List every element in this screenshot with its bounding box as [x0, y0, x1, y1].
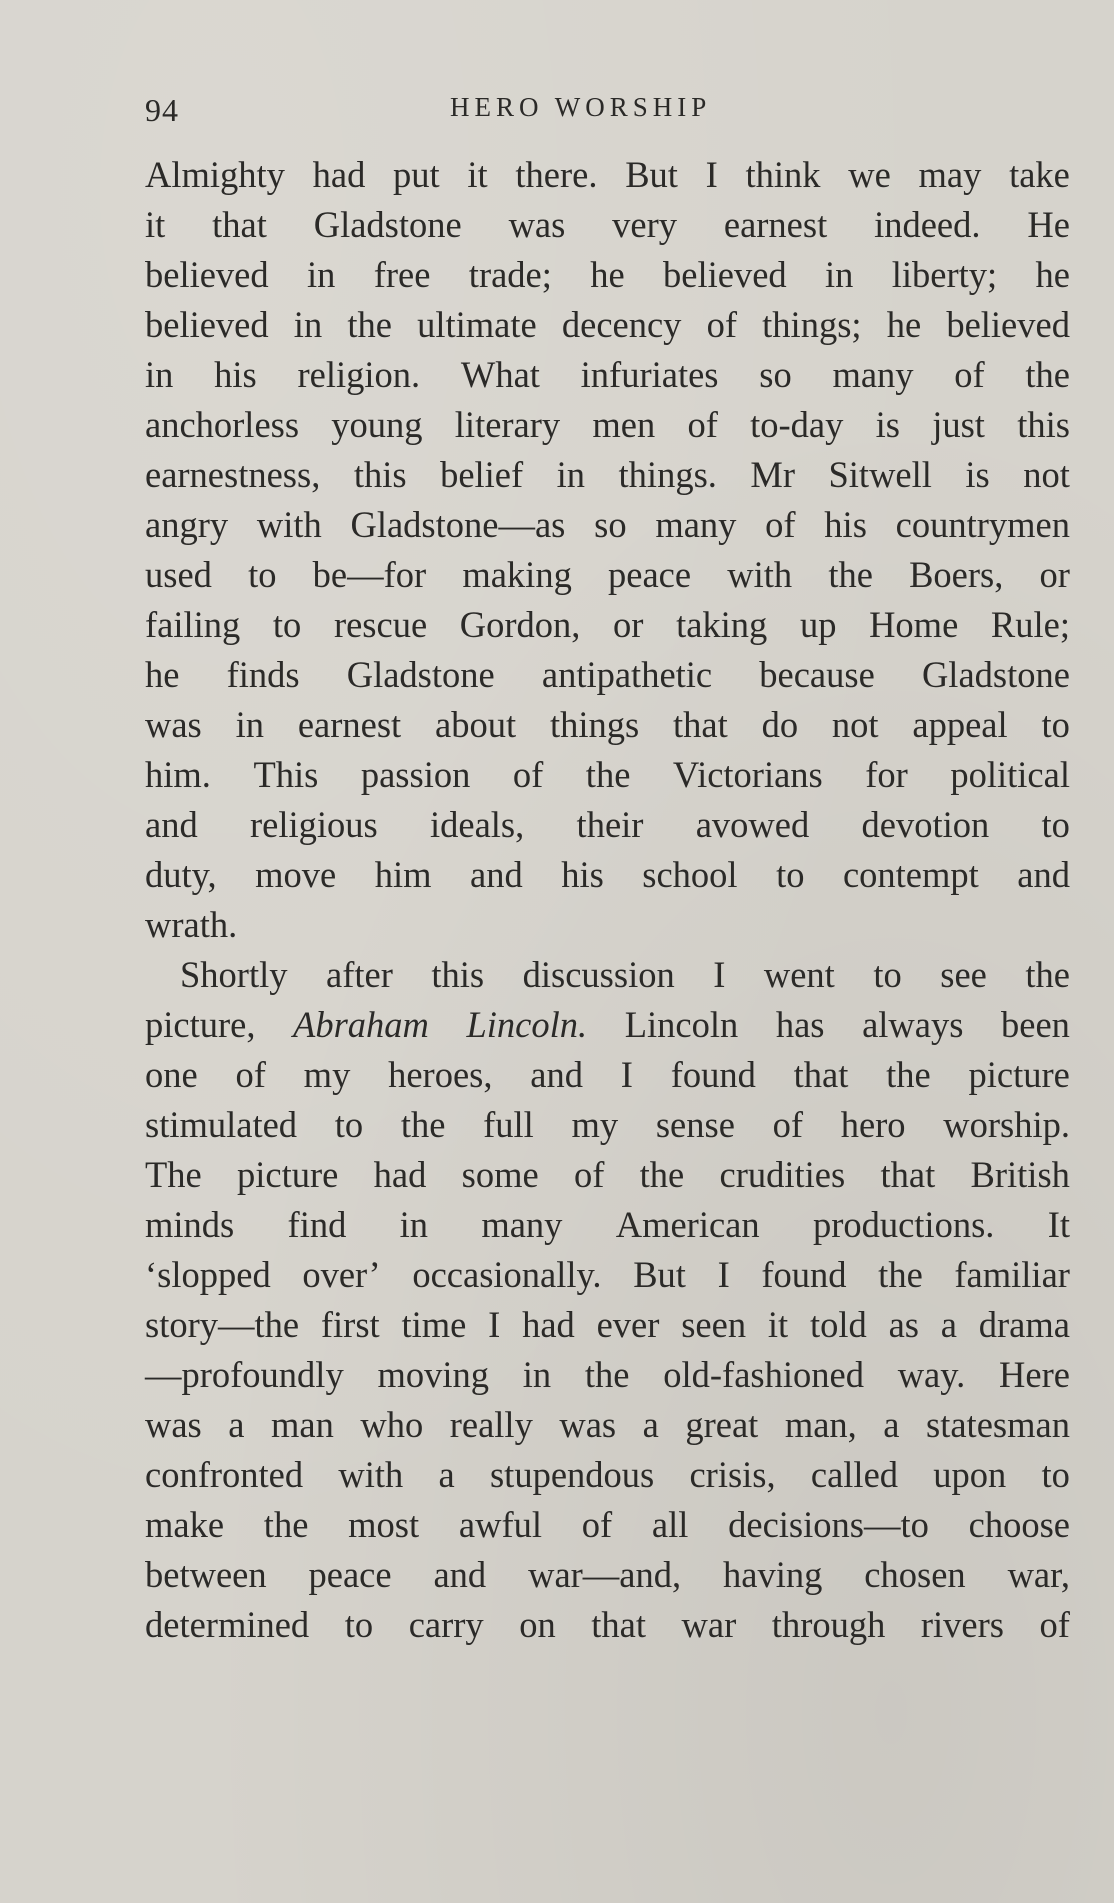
word: duty,	[145, 854, 217, 895]
text-line	[145, 950, 1070, 1000]
page-header	[145, 92, 1070, 132]
text-line	[145, 1150, 1070, 1200]
word: occasionally.	[412, 1254, 602, 1295]
text-line	[145, 1100, 1070, 1150]
word: things;	[762, 304, 862, 345]
word: appeal	[912, 704, 1008, 745]
word: has	[775, 1004, 825, 1045]
word: free	[373, 254, 431, 295]
word: failing	[145, 604, 241, 645]
word: it	[145, 204, 166, 245]
word: believed	[145, 304, 269, 345]
word: so	[759, 354, 792, 395]
word: Shortly	[180, 954, 288, 995]
word: that	[793, 1054, 849, 1095]
word: so	[594, 504, 627, 545]
text-line	[145, 1000, 1070, 1050]
word: he	[1035, 254, 1070, 295]
text-line	[145, 1600, 1070, 1650]
paragraph	[145, 950, 1070, 1650]
word: between	[145, 1554, 267, 1595]
word: Here	[999, 1354, 1070, 1395]
word: I	[705, 154, 718, 195]
word: drama	[978, 1304, 1070, 1345]
word: take	[1009, 154, 1070, 195]
word: earnestness,	[145, 454, 321, 495]
word: anchorless	[145, 404, 300, 445]
word: Gladstone—as	[350, 504, 566, 545]
word: minds	[145, 1204, 235, 1245]
word: it	[467, 154, 488, 195]
word: the	[878, 1254, 923, 1295]
word: man	[271, 1404, 334, 1445]
word: countrymen	[895, 504, 1070, 545]
word: man,	[784, 1404, 857, 1445]
word: is	[965, 454, 990, 495]
word: —profoundly	[145, 1354, 344, 1395]
word: carry	[408, 1604, 484, 1645]
word: with	[338, 1454, 404, 1495]
word: this	[431, 954, 485, 995]
word: This	[253, 754, 319, 795]
word: my	[571, 1104, 619, 1145]
word: not	[831, 704, 879, 745]
word: with	[727, 554, 793, 595]
word: had	[312, 154, 366, 195]
word: antipathetic	[541, 654, 713, 695]
word: Lincoln	[624, 1004, 739, 1045]
word: called	[810, 1454, 899, 1495]
word: this	[353, 454, 407, 495]
word: time	[401, 1304, 467, 1345]
word: He	[1027, 204, 1070, 245]
word: believed	[145, 254, 269, 295]
word: the	[828, 554, 873, 595]
word: But	[633, 1254, 686, 1295]
text-line	[145, 1450, 1070, 1500]
word: a	[883, 1404, 900, 1445]
word: many	[481, 1204, 563, 1245]
word: to	[1041, 1454, 1070, 1495]
word: liberty;	[891, 254, 998, 295]
word: one	[145, 1054, 198, 1095]
word: to	[334, 1104, 364, 1145]
word: picture,	[145, 1004, 256, 1045]
word: in	[399, 1204, 429, 1245]
word: was	[145, 704, 202, 745]
word: went	[763, 954, 835, 995]
word: political	[950, 754, 1070, 795]
word: the	[1025, 354, 1070, 395]
word: What	[460, 354, 540, 395]
word: Mr	[750, 454, 795, 495]
word: first	[320, 1304, 380, 1345]
word: devotion	[861, 804, 990, 845]
word: earnest	[297, 704, 402, 745]
text-line	[145, 1500, 1070, 1550]
word: avowed	[695, 804, 810, 845]
word: and	[530, 1054, 583, 1095]
word: not	[1023, 454, 1070, 495]
word: found	[670, 1054, 756, 1095]
word: had	[522, 1304, 575, 1345]
word: his	[214, 354, 257, 395]
word: the	[263, 1504, 309, 1545]
word: familiar	[954, 1254, 1070, 1295]
word: religious	[249, 804, 378, 845]
word: to	[1041, 704, 1070, 745]
word: ideals,	[430, 804, 525, 845]
word: believed	[663, 254, 787, 295]
word: school	[642, 854, 738, 895]
word: had	[373, 1154, 427, 1195]
word: on	[519, 1604, 556, 1645]
word: that	[212, 204, 267, 245]
word: of	[573, 1154, 605, 1195]
word: indeed.	[874, 204, 981, 245]
word: Gladstone	[921, 654, 1070, 695]
body-text	[145, 150, 1070, 1650]
word: in	[145, 354, 174, 395]
word: of	[512, 754, 544, 795]
word: put	[393, 154, 440, 195]
word: heroes,	[388, 1054, 493, 1095]
word: do	[761, 704, 799, 745]
word: of	[1039, 1604, 1070, 1645]
word: a	[642, 1404, 659, 1445]
word: things	[549, 704, 640, 745]
word: to-day	[750, 404, 844, 445]
word: all	[651, 1504, 689, 1545]
word: Gladstone	[346, 654, 495, 695]
word: I	[713, 954, 726, 995]
word: ultimate	[417, 304, 537, 345]
word: was	[508, 204, 566, 245]
word: making	[462, 554, 572, 595]
word: literary	[454, 404, 561, 445]
word: the	[886, 1054, 931, 1095]
word: who	[360, 1404, 424, 1445]
word: passion	[360, 754, 471, 795]
word: rescue	[333, 604, 428, 645]
word: to	[873, 954, 902, 995]
text-line	[145, 1550, 1070, 1600]
word: be—for	[312, 554, 427, 595]
word: peace	[608, 554, 692, 595]
word: of	[765, 504, 796, 545]
word: of	[772, 1104, 803, 1145]
word: his	[561, 854, 604, 895]
word: is	[875, 404, 900, 445]
text-line	[145, 1350, 1070, 1400]
word: been	[1001, 1004, 1070, 1045]
word: we	[848, 154, 891, 195]
text-line	[145, 600, 1070, 650]
word: many	[832, 354, 914, 395]
word: trade;	[468, 254, 552, 295]
word: there.	[515, 154, 598, 195]
word: up	[799, 604, 837, 645]
word: infuriates	[580, 354, 719, 395]
word: told	[809, 1304, 867, 1345]
word: confronted	[145, 1454, 304, 1495]
word: of	[581, 1504, 613, 1545]
text-line	[145, 200, 1070, 250]
word: and	[1017, 854, 1070, 895]
word: in	[825, 254, 854, 295]
word: But	[625, 154, 678, 195]
word: Almighty	[145, 154, 285, 195]
word: having	[723, 1554, 823, 1595]
word: to	[776, 854, 805, 895]
word: the	[585, 754, 631, 795]
word: Rule;	[990, 604, 1070, 645]
word: may	[918, 154, 982, 195]
word: him.	[145, 754, 211, 795]
word: crisis,	[689, 1454, 776, 1495]
word: the	[1025, 954, 1070, 995]
word: young	[331, 404, 423, 445]
word: over’	[302, 1254, 381, 1295]
word: and	[470, 854, 523, 895]
word: or	[1039, 554, 1070, 595]
text-line	[145, 1200, 1070, 1250]
word: to	[344, 1604, 374, 1645]
word: Gordon,	[459, 604, 581, 645]
word: think	[745, 154, 821, 195]
word: upon	[933, 1454, 1007, 1495]
word: because	[759, 654, 875, 695]
word: really	[449, 1404, 533, 1445]
word: with	[256, 504, 322, 545]
text-line	[145, 1250, 1070, 1300]
text-line	[145, 500, 1070, 550]
word: about	[435, 704, 517, 745]
word: in	[522, 1354, 552, 1395]
word: decisions—to	[728, 1504, 929, 1545]
text-line	[145, 700, 1070, 750]
word: my	[303, 1054, 351, 1095]
text-line	[145, 800, 1070, 850]
word: old-fashioned	[663, 1354, 864, 1395]
book-page	[145, 92, 1070, 1650]
word: the	[347, 304, 392, 345]
word: Abraham	[293, 1004, 429, 1045]
word: he	[590, 254, 625, 295]
word: seen	[681, 1304, 747, 1345]
word: hero	[840, 1104, 906, 1145]
word: discussion	[522, 954, 675, 995]
word: war	[681, 1604, 737, 1645]
word: he	[145, 654, 180, 695]
word: and	[145, 804, 198, 845]
text-line	[145, 150, 1070, 200]
word: productions.	[812, 1204, 995, 1245]
word: a	[940, 1304, 957, 1345]
word: used	[145, 554, 212, 595]
word: just	[932, 404, 985, 445]
word: in	[235, 704, 264, 745]
word: taking	[676, 604, 768, 645]
text-line	[145, 400, 1070, 450]
word: his	[824, 504, 867, 545]
text-line	[145, 750, 1070, 800]
word: I	[717, 1254, 730, 1295]
word: found	[761, 1254, 847, 1295]
word: religion.	[297, 354, 421, 395]
word: was	[559, 1404, 617, 1445]
text-line	[145, 450, 1070, 500]
word: full	[483, 1104, 534, 1145]
word: many	[655, 504, 737, 545]
word: a	[228, 1404, 245, 1445]
word: determined	[145, 1604, 310, 1645]
word: most	[348, 1504, 420, 1545]
word: The	[145, 1154, 202, 1195]
word: ever	[596, 1304, 660, 1345]
word: this	[1017, 404, 1070, 445]
word: way.	[897, 1354, 966, 1395]
word: of	[687, 404, 718, 445]
text-line	[145, 1300, 1070, 1350]
word: belief	[440, 454, 524, 495]
word: British	[970, 1154, 1070, 1195]
word: as	[888, 1304, 919, 1345]
text-line	[145, 650, 1070, 700]
word: story—the	[145, 1304, 300, 1345]
word: worship.	[943, 1104, 1070, 1145]
word: awful	[458, 1504, 542, 1545]
word: Boers,	[909, 554, 1004, 595]
text-line	[145, 300, 1070, 350]
word: Home	[869, 604, 959, 645]
word: and	[433, 1554, 487, 1595]
word: stupendous	[489, 1454, 655, 1495]
text-line	[145, 900, 1070, 950]
running-head: HERO WORSHIP	[450, 92, 712, 122]
word: he	[886, 304, 922, 345]
word: ‘slopped	[145, 1254, 271, 1295]
word: I	[488, 1304, 501, 1345]
word: crudities	[719, 1154, 846, 1195]
word: American	[615, 1204, 760, 1245]
word: a	[438, 1454, 455, 1495]
word: wrath.	[145, 904, 238, 945]
word: I	[620, 1054, 633, 1095]
word: contempt	[842, 854, 979, 895]
word: rivers	[920, 1604, 1004, 1645]
word: or	[613, 604, 644, 645]
text-line	[145, 350, 1070, 400]
word: chosen	[864, 1554, 966, 1595]
word: the	[400, 1104, 446, 1145]
word: Victorians	[672, 754, 823, 795]
word: always	[862, 1004, 964, 1045]
word: in	[306, 254, 336, 295]
word: the	[584, 1354, 630, 1395]
word: war—and,	[528, 1554, 682, 1595]
word: picture	[237, 1154, 339, 1195]
word: Lincoln.	[466, 1004, 588, 1045]
word: to	[248, 554, 277, 595]
word: some	[461, 1154, 539, 1195]
word: the	[639, 1154, 685, 1195]
word: see	[940, 954, 987, 995]
word: sense	[655, 1104, 735, 1145]
word: stimulated	[145, 1104, 298, 1145]
word: it	[767, 1304, 789, 1345]
word: after	[326, 954, 393, 995]
word: believed	[946, 304, 1070, 345]
word: for	[865, 754, 908, 795]
word: him	[374, 854, 432, 895]
word: things.	[618, 454, 717, 495]
word: their	[576, 804, 644, 845]
word: picture	[968, 1054, 1070, 1095]
word: in	[556, 454, 586, 495]
word: earnest	[723, 204, 828, 245]
word: of	[235, 1054, 266, 1095]
word: that	[880, 1154, 936, 1195]
word: of	[954, 354, 985, 395]
word: that	[673, 704, 728, 745]
text-line	[145, 250, 1070, 300]
paragraph	[145, 150, 1070, 950]
word: Gladstone	[313, 204, 462, 245]
word: to	[1041, 804, 1070, 845]
page-number: 94	[145, 92, 179, 128]
word: peace	[308, 1554, 392, 1595]
word: that	[591, 1604, 646, 1645]
word: decency	[561, 304, 682, 345]
text-line	[145, 1400, 1070, 1450]
word: in	[293, 304, 323, 345]
word: moving	[377, 1354, 489, 1395]
word: very	[612, 204, 678, 245]
text-line	[145, 850, 1070, 900]
word: men	[592, 404, 656, 445]
word: great	[685, 1404, 759, 1445]
word: through	[771, 1604, 886, 1645]
word: of	[706, 304, 737, 345]
word: Sitwell	[828, 454, 932, 495]
word: It	[1047, 1204, 1070, 1245]
word: angry	[145, 504, 229, 545]
word: find	[287, 1204, 347, 1245]
text-line	[145, 1050, 1070, 1100]
text-line	[145, 550, 1070, 600]
word: statesman	[926, 1404, 1070, 1445]
word: move	[255, 854, 337, 895]
word: to	[272, 604, 302, 645]
word: make	[145, 1504, 225, 1545]
word: war,	[1007, 1554, 1070, 1595]
word: was	[145, 1404, 202, 1445]
word: choose	[968, 1504, 1070, 1545]
word: finds	[226, 654, 300, 695]
